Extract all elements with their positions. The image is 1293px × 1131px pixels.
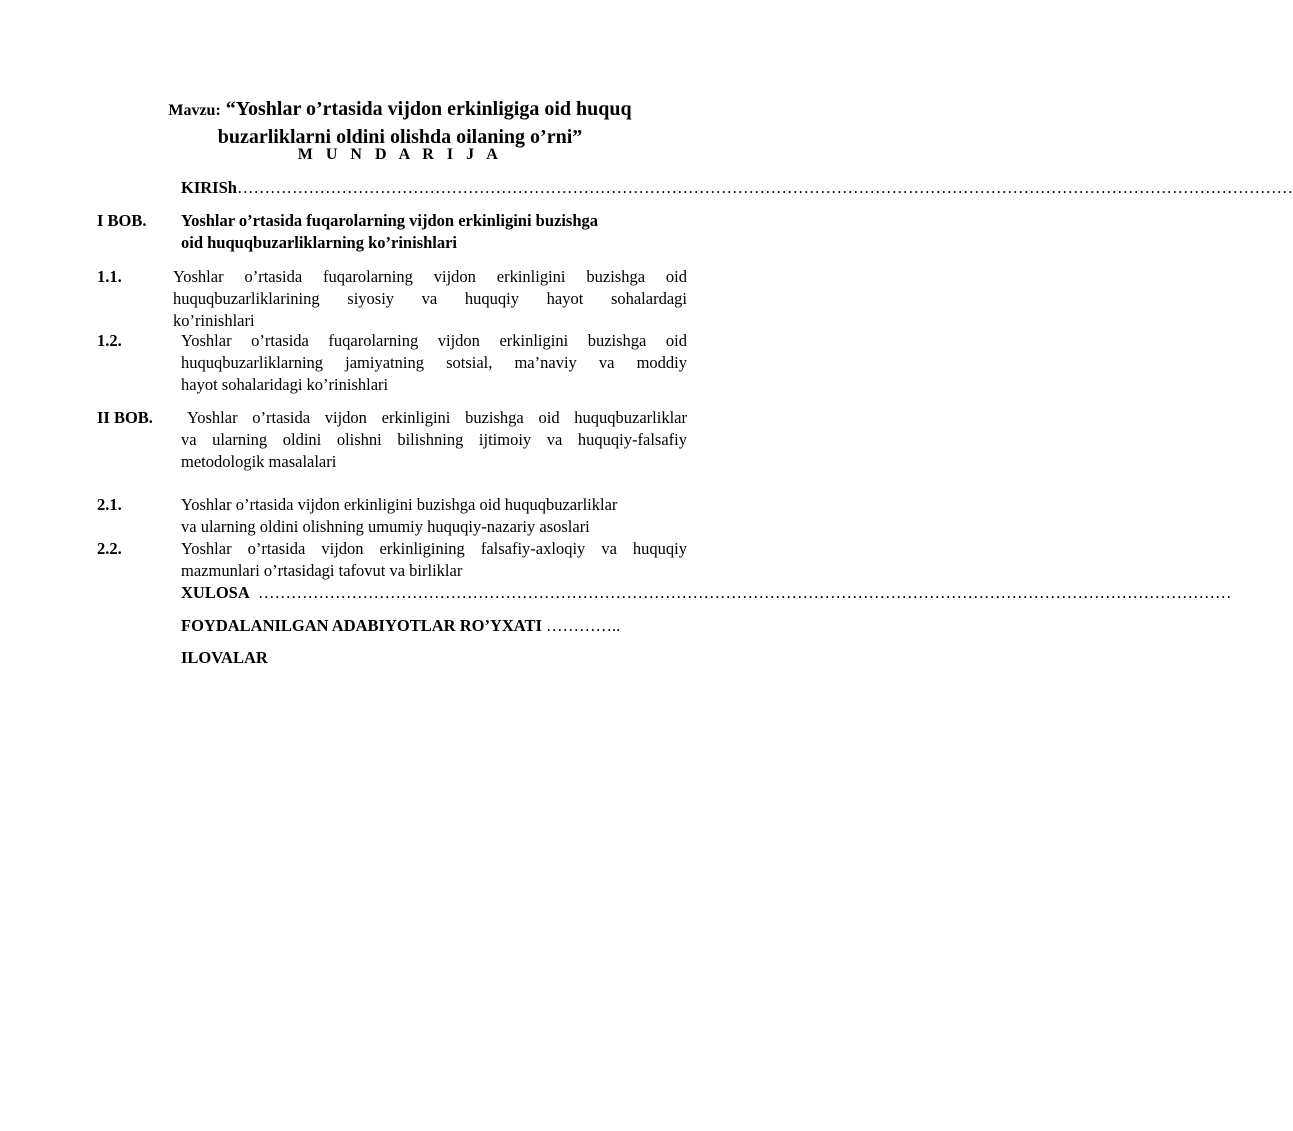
toc-s22-text [181, 538, 687, 582]
toc-references-label: FOYDALANILGAN ADABIYOTLAR RO’YXATI [181, 616, 542, 635]
toc-chapter2-line2: va ularning oldini olishni bilishning ijtimoiy va huquqiy-falsafiy [181, 430, 687, 449]
toc-s22-line2: mazmunlari o’rtasidagi tafovut va birliklar [181, 561, 463, 580]
toc-conclusion-dots: …………………………………………………………………………………………………………………………………………………………… [258, 583, 1232, 602]
toc-chapter2-line3: metodologik masalalari [181, 452, 337, 471]
toc-s21-line1: Yoshlar o’rtasida vijdon erkinligini buzishga oid huquqbuzarliklar [181, 495, 618, 514]
toc-s12-text [181, 330, 687, 396]
toc-chapter2-line1: Yoshlar o’rtasida vijdon erkinligini buzishga oid huquqbuzarliklar [187, 408, 687, 427]
toc-chapter2-number: II BOB. [97, 408, 153, 427]
toc-s12-line2: huquqbuzarliklarning jamiyatning sotsial, ma’naviy va moddiy [181, 353, 687, 372]
toc-intro-dots: ………………………………………………………………………………………………………………………………………………………………………… [236, 178, 1293, 197]
toc-s11-line3: ko’rinishlari [173, 311, 255, 330]
toc-entry-appendix: ILOVALAR [181, 648, 268, 667]
topic-title-line1: “Yoshlar o’rtasida vijdon erkinligiga oid huquq [225, 98, 632, 120]
toc-chapter1-number: I BOB. [97, 211, 147, 230]
toc-intro-label: KIRISh [181, 178, 237, 197]
toc-s12-number: 1.2. [97, 331, 122, 350]
toc-s11-line1: Yoshlar o’rtasida fuqarolarning vijdon erkinligini buzishga oid [173, 267, 687, 286]
toc-entry-intro [181, 177, 1293, 199]
toc-s11-number: 1.1. [97, 267, 122, 286]
topic-title [130, 96, 670, 150]
topic-title-line2: buzarliklarni oldini olishda oilaning o’rni” [217, 126, 583, 148]
toc-entry-conclusion [181, 582, 1232, 604]
toc-s11-text [173, 266, 687, 332]
toc-references-dots: ………….. [546, 616, 621, 635]
toc-s12-line1: Yoshlar o’rtasida fuqarolarning vijdon erkinligini buzishga oid [181, 331, 687, 350]
contents-heading: M U N D A R I J A [297, 146, 503, 163]
toc-chapter2-text [181, 407, 687, 473]
toc-s21-number: 2.1. [97, 495, 122, 514]
toc-s21-line2: va ularning oldini olishning umumiy huquqiy-nazariy asoslari [181, 517, 590, 536]
toc-chapter1-line2: oid huquqbuzarliklarning ko’rinishlari [181, 233, 458, 252]
toc-s22-number: 2.2. [97, 539, 122, 558]
toc-s22-line1: Yoshlar o’rtasida vijdon erkinligining falsafiy-axloqiy va huquqiy [181, 539, 687, 558]
topic-prefix: Mavzu: [168, 102, 221, 119]
toc-chapter1-line1: Yoshlar o’rtasida fuqarolarning vijdon erkinligini buzishga [181, 211, 599, 230]
toc-s12-line3: hayot sohalaridagi ko’rinishlari [181, 375, 389, 394]
toc-entry-references [181, 615, 620, 637]
toc-conclusion-label: XULOSA [181, 583, 250, 602]
toc-s11-line2: huquqbuzarliklarining siyosiy va huquqiy hayot sohalardagi [173, 289, 687, 308]
